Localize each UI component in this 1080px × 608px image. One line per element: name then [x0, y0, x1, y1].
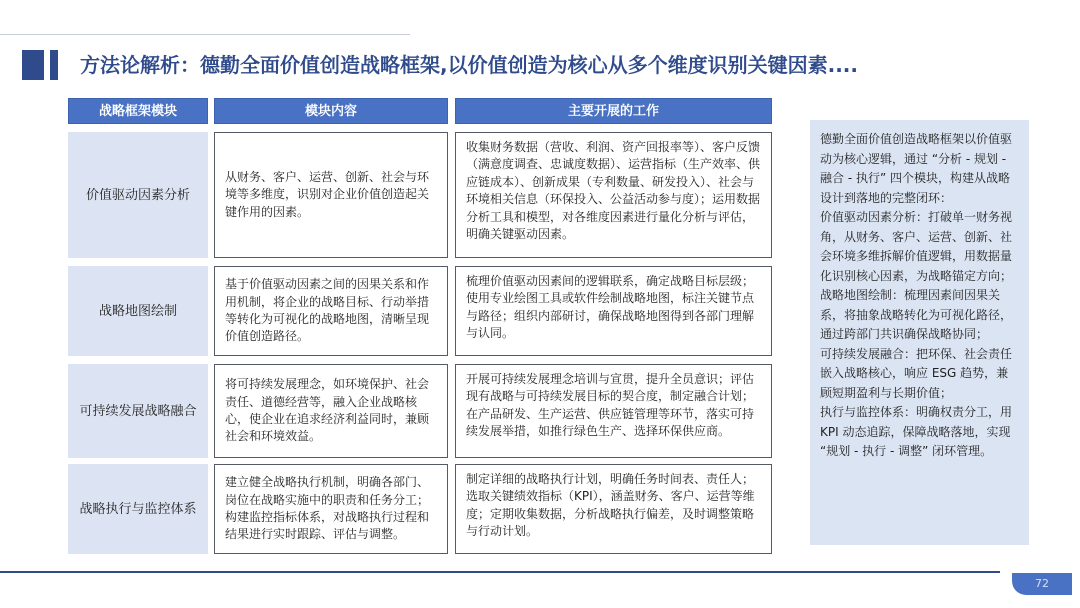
- work-strategy-map: 梳理价值驱动因素间的逻辑联系，确定战略目标层级；使用专业绘图工具或软件绘制战略地图，标注关键节点与路径；组织内部研讨，确保战略地图得到各部门理解与认同。: [455, 266, 772, 356]
- page-title: 方法论解析：德勤全面价值创造战略框架,以价值创造为核心从多个维度识别关键因素....: [80, 53, 858, 77]
- content-text: 从财务、客户、运营、创新、社会与环境等多维度，识别对企业价值创造起关键作用的因素。: [225, 169, 430, 219]
- title-marker-icon: [22, 50, 72, 80]
- summary-intro: 德勤全面价值创造战略框架以价值驱动为核心逻辑，通过 “分析 - 规划 - 融合 - 执行” 四个模块，构建从战略设计到落地的完整闭环：: [820, 132, 1013, 205]
- content-sustainability: [214, 364, 448, 458]
- module-execution-monitoring: 战略执行与监控体系: [68, 464, 208, 554]
- content-value-driver: [214, 132, 448, 258]
- summary-point-execution: 执行与监控体系：明确权责分工，用 KPI 动态追踪，保障战略落地，实现 “规划 - 执行 - 调整” 闭环管理。: [820, 405, 1013, 458]
- module-value-driver: 价值驱动因素分析: [68, 132, 208, 258]
- header-work: 主要开展的工作: [455, 98, 772, 124]
- header-module: 战略框架模块: [68, 98, 208, 124]
- page-number: 72: [1012, 573, 1072, 595]
- summary-point-value-driver: 价值驱动因素分析：打破单一财务视角，从财务、客户、运营、创新、社会环境多维拆解价值逻辑，用数据量化识别核心因素，为战略锚定方向；: [820, 210, 1013, 283]
- module-strategy-map: 战略地图绘制: [68, 266, 208, 356]
- work-value-driver: 收集财务数据（营收、利润、资产回报率等）、客户反馈（满意度调查、忠诚度数据）、运营指标（生产效率、供应链成本）、创新成果（专利数量、研发投入）、社会与环境相关信息（环保投入、公益活动参与度）；运用数据分析工具和模型，对各维度因素进行量化分析与评估，明确关键驱动因素。: [455, 132, 772, 258]
- header-content: 模块内容: [214, 98, 448, 124]
- content-text: 基于价值驱动因素之间的因果关系和作用机制，将企业的战略目标、行动举措等转化为可视化的战略地图，清晰呈现价值创造路径。: [225, 277, 430, 344]
- content-execution-monitoring: [214, 464, 448, 554]
- summary-panel: [810, 120, 1029, 545]
- summary-point-sustainability: 可持续发展融合：把环保、社会责任嵌入战略核心，响应 ESG 趋势，兼顾短期盈利与长期价值；: [820, 346, 1013, 400]
- content-strategy-map: [214, 266, 448, 356]
- module-sustainability: 可持续发展战略融合: [68, 364, 208, 458]
- content-text: 将可持续发展理念，如环境保护、社会责任、道德经营等，融入企业战略核心，使企业在追求经济利益同时，兼顾社会和环境效益。: [225, 377, 430, 444]
- summary-point-strategy-map: 战略地图绘制：梳理因素间因果关系，将抽象战略转化为可视化路径，通过跨部门共识确保战略协同；: [820, 288, 1013, 341]
- top-divider: [0, 34, 410, 35]
- work-sustainability: 开展可持续发展理念培训与宣贯，提升全员意识；评估现有战略与可持续发展目标的契合度，制定融合计划；在产品研发、生产运营、供应链管理等环节，落实可持续发展举措，如推行绿色生产、选择环保供应商。: [455, 364, 772, 458]
- work-execution-monitoring: 制定详细的战略执行计划，明确任务时间表、责任人；选取关键绩效指标（KPI），涵盖财务、客户、运营等维度；定期收集数据，分析战略执行偏差，及时调整策略与行动计划。: [455, 464, 772, 554]
- footer-divider: [0, 571, 1000, 573]
- content-text: 建立健全战略执行机制，明确各部门、岗位在战略实施中的职责和任务分工；构建监控指标体系，对战略执行过程和结果进行实时跟踪、评估与调整。: [225, 475, 430, 542]
